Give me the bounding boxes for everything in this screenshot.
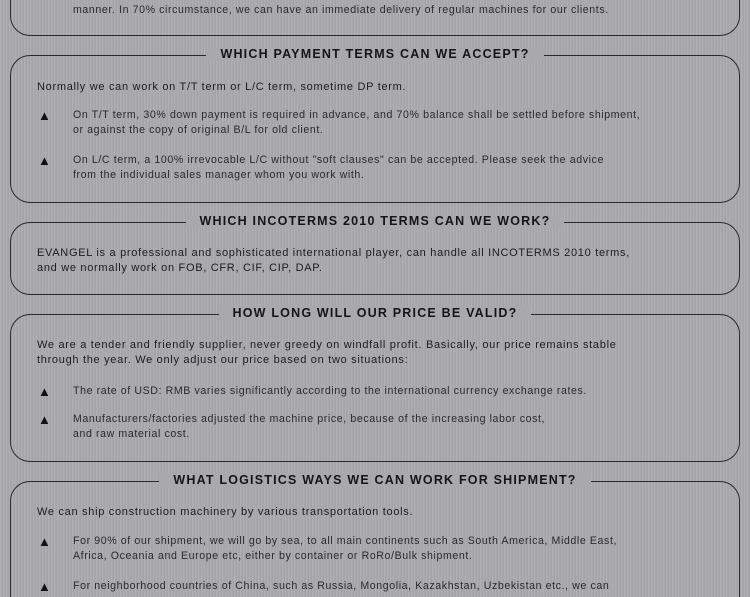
incoterms-text	[37, 246, 630, 276]
incoterms-section-title: WHICH INCOTERMS 2010 TERMS CAN WE WORK?	[0, 214, 750, 228]
bullet-triangle-icon: ▲	[38, 108, 51, 123]
price-section-title: HOW LONG WILL OUR PRICE BE VALID?	[0, 306, 750, 320]
price-line2: through the year. We only adjust our price based on two situations:	[37, 354, 409, 366]
price-item-2-line2: and raw material cost.	[73, 428, 190, 440]
logistics-item-2	[73, 579, 609, 594]
price-item-1-line1: The rate of USD: RMB varies significantly according to the international currency exchange rates.	[73, 385, 587, 397]
bullet-triangle-icon: ▲	[38, 579, 51, 594]
top-section-text: manner. In 70% circumstance, we can have an immediate delivery of regular machines for our clients.	[73, 4, 609, 16]
payment-item-2	[73, 153, 604, 183]
payment-item-2-line1: On L/C term, a 100% irrevocable L/C without "soft clauses" can be accepted. Please seek the advice	[73, 154, 604, 166]
bullet-triangle-icon: ▲	[38, 153, 51, 168]
price-text	[37, 338, 617, 368]
price-item-1	[73, 384, 587, 399]
incoterms-line1: EVANGEL is a professional and sophisticated international player, can handle all INCOTERMS 2010 terms,	[37, 247, 630, 259]
payment-intro: Normally we can work on T/T term or L/C term, sometime DP term.	[37, 81, 407, 93]
payment-item-1-line2: or against the copy of original B/L for old client.	[73, 124, 324, 136]
logistics-item-1-line1: For 90% of our shipment, we will go by sea, to all main continents such as South America, Middle East,	[73, 535, 618, 547]
bullet-triangle-icon: ▲	[38, 534, 51, 549]
logistics-section-title: WHAT LOGISTICS WAYS WE CAN WORK FOR SHIPMENT?	[0, 473, 750, 487]
payment-section-title: WHICH PAYMENT TERMS CAN WE ACCEPT?	[0, 47, 750, 61]
price-line1: We are a tender and friendly supplier, never greedy on windfall profit. Basically, our price remains stable	[37, 339, 617, 351]
payment-item-1-line1: On T/T term, 30% down payment is required in advance, and 70% balance shall be settled before shipment,	[73, 109, 641, 121]
logistics-item-2-line1: For neighborhood countries of China, such as Russia, Mongolia, Kazakhstan, Uzbekistan etc., we can	[73, 580, 610, 592]
price-item-2-line1: Manufacturers/factories adjusted the machine price, because of the increasing labor cost,	[73, 413, 546, 425]
logistics-item-1-line2: Africa, Oceania and Europe etc, either by container or RoRo/Bulk shipment.	[73, 550, 473, 562]
logistics-item-1	[73, 534, 617, 564]
payment-item-1	[73, 108, 640, 138]
bullet-triangle-icon: ▲	[38, 384, 51, 399]
bullet-triangle-icon: ▲	[38, 412, 51, 427]
price-item-2	[73, 412, 545, 442]
payment-item-2-line2: from the individual sales manager whom you work with.	[73, 169, 365, 181]
logistics-intro: We can ship construction machinery by various transportation tools.	[37, 506, 414, 518]
incoterms-line2: and we normally work on FOB, CFR, CIF, CIP, DAP.	[37, 262, 323, 274]
